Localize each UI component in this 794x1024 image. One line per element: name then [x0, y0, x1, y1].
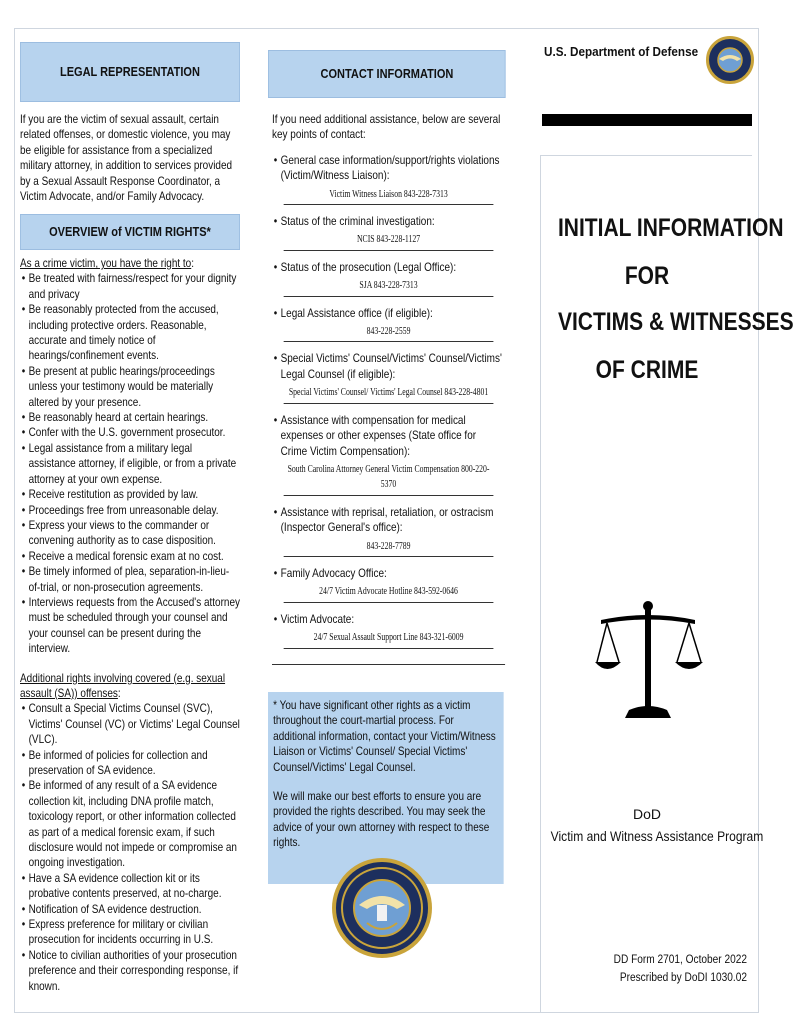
rights-list-item: • Interviews requests from the Accused's attorney must be scheduled through your counsel and your counsel can be present during the interview.	[20, 595, 240, 657]
victim-rights-intro-colon: :	[191, 257, 195, 270]
rights-list-item: • Be timely informed of plea, separation-in-lieu-of-trial, or non-prosecution agreements.	[20, 564, 240, 595]
header-black-bar	[542, 114, 752, 126]
rights-list-item: • Be present at public hearings/proceedings unless your testimony would be materially altered by your presence.	[20, 364, 240, 410]
contact-label-list	[272, 306, 505, 321]
victim-rights-heading	[20, 214, 240, 250]
contact-label-list	[272, 505, 505, 536]
contact-item	[272, 306, 505, 343]
contact-phone-line: Special Victims' Counsel/ Victims' Legal Counsel 843-228-4801	[284, 385, 494, 403]
rights-note-text: * You have significant other rights as a victim throughout the court-martial process. For additional information, contact your Victim/Witness Liaison or Victims' Counsel/ Special Victims' Counsel/Victims' Legal Counsel.	[273, 699, 496, 774]
rights-list-item: • Receive a medical forensic exam at no cost.	[20, 549, 240, 564]
cover-title-block	[540, 155, 794, 1013]
contact-phone-line: SJA 843-228-7313	[284, 278, 494, 296]
contact-phone-line: Victim Witness Liaison 843-228-7313	[284, 187, 494, 205]
rights-list-item: • Proceedings free from unreasonable delay.	[20, 503, 240, 518]
contact-item	[272, 214, 505, 251]
dod-seal-small-icon	[706, 36, 754, 84]
contact-item	[272, 612, 505, 649]
victim-rights-intro-text: As a crime victim, you have the right to	[20, 257, 192, 270]
contact-item	[272, 566, 505, 603]
rights-list-item: • Express preference for military or civilian prosecution for incidents occurring in U.S.	[20, 917, 240, 948]
contact-label: • General case information/support/rights violations (Victim/Witness Liaison):	[272, 153, 505, 184]
rights-list-item: • Notice to civilian authorities of your prosecution preference and their corresponding response, if known.	[20, 948, 240, 994]
program-line-1: DoD	[632, 806, 661, 822]
legal-representation-body	[20, 112, 240, 204]
department-name: U.S. Department of Defense	[544, 44, 699, 59]
rights-list-item: • Express your views to the commander or convening authority as to case disposition.	[20, 518, 240, 549]
legal-representation-heading	[20, 42, 240, 102]
rights-list-item: • Confer with the U.S. government prosecutor.	[20, 425, 240, 440]
contact-phone-line: NCIS 843-228-1127	[284, 232, 494, 250]
contact-label: • Family Advocacy Office:	[272, 566, 505, 581]
contact-label: • Special Victims' Counsel/Victims' Counsel/Victims' Legal Counsel (if eligible):	[272, 351, 505, 382]
scales-of-justice-icon	[593, 596, 703, 726]
contact-label: • Victim Advocate:	[272, 612, 505, 627]
dod-seal-graphic	[339, 865, 425, 951]
contact-item	[272, 413, 505, 496]
contact-label-list	[272, 351, 505, 382]
contact-label-list	[272, 214, 505, 229]
rights-list-item: • Legal assistance from a military legal assistance attorney, if eligible, or from a private attorney at your own expense.	[20, 441, 240, 487]
contact-phone-line: 843-228-7789	[284, 539, 494, 557]
title-line-2: FOR	[624, 262, 670, 290]
rights-list-item: • Notification of SA evidence destruction.	[20, 902, 240, 917]
contact-label: • Status of the criminal investigation:	[272, 214, 505, 229]
dod-seal-small-graphic	[711, 41, 749, 79]
contact-heading	[268, 50, 506, 98]
form-prescribed: Prescribed by DoDI 1030.02	[619, 972, 747, 984]
contact-section	[272, 112, 505, 665]
best-efforts-text: We will make our best efforts to ensure you are provided the rights described. You may seek the advice of your own attorney with respect to these rights.	[273, 790, 490, 850]
title-line-4: OF CRIME	[595, 356, 699, 384]
rights-list-item: • Be informed of any result of a SA evidence collection kit, including DNA profile match, toxicology report, or other information collected as part of a medical forensic exam, if such disclosure would not impede or compromise an ongoing investigation.	[20, 778, 240, 870]
victim-rights-list	[20, 271, 240, 656]
legal-representation-heading-text: LEGAL REPRESENTATION	[59, 65, 200, 79]
title-line-3: VICTIMS & WITNESSES	[557, 308, 794, 336]
contact-intro: If you need additional assistance, below are several key points of contact:	[272, 113, 501, 142]
rights-note-box	[268, 692, 504, 884]
legal-representation-text: If you are the victim of sexual assault, certain related offenses, or domestic violence, you may be eligible for assistance from a specialized military attorney, in addition to services provided by a Sexual Assault Response Coordinator, a Victim Advocate, and/or Family Advocacy.	[20, 113, 233, 204]
form-number: DD Form 2701, October 2022	[613, 954, 747, 966]
rights-list-item: • Be treated with fairness/respect for your dignity and privacy	[20, 271, 240, 302]
rights-list-item: • Receive restitution as provided by law.	[20, 487, 240, 502]
contact-phone-line: South Carolina Attorney General Victim Compensation 800-220-5370	[284, 462, 494, 496]
additional-rights-intro-colon: :	[117, 686, 121, 700]
rights-list-item: • Be informed of policies for collection and preservation of SA evidence.	[20, 748, 240, 779]
additional-rights-intro	[20, 671, 240, 702]
contact-label: • Assistance with reprisal, retaliation, or ostracism (Inspector General's office):	[272, 505, 505, 536]
contact-phone-line: 24/7 Sexual Assault Support Line 843-321-6009	[284, 630, 494, 648]
contact-label-list	[272, 153, 505, 184]
victim-rights-section	[20, 256, 240, 994]
rights-list-item: • Have a SA evidence collection kit or its probative contents preserved, at no-charge.	[20, 871, 240, 902]
rights-list-item: • Be reasonably heard at certain hearings.	[20, 410, 240, 425]
contact-blank-line	[272, 651, 505, 665]
contact-item	[272, 153, 505, 205]
contact-label-list	[272, 566, 505, 581]
rights-list-item: • Be reasonably protected from the accused, including protective orders. Reasonable, accurate and timely notice of hearings/confinement events.	[20, 302, 240, 364]
contact-heading-text: CONTACT INFORMATION	[320, 67, 454, 81]
contact-label: • Assistance with compensation for medical expenses or other expenses (State office for Crime Victim Compensation):	[272, 413, 505, 459]
dod-seal-icon	[332, 858, 432, 958]
contact-item	[272, 260, 505, 297]
victim-rights-intro	[20, 256, 240, 271]
title-line-1: INITIAL INFORMATION	[557, 214, 784, 242]
contact-phone-line: 24/7 Victim Advocate Hotline 843-592-0646	[284, 584, 494, 602]
contact-label-list	[272, 260, 505, 275]
program-line-2: Victim and Witness Assistance Program	[550, 828, 764, 844]
contact-item	[272, 505, 505, 557]
contact-label: • Legal Assistance office (if eligible):	[272, 306, 505, 321]
contact-label-list	[272, 413, 505, 459]
rights-list-item: • Consult a Special Victims Counsel (SVC), Victims' Counsel (VC) or Victims' Legal Counsel (VLC).	[20, 701, 240, 747]
additional-rights-list	[20, 701, 240, 994]
contact-label: • Status of the prosecution (Legal Office):	[272, 260, 505, 275]
victim-rights-heading-text: OVERVIEW of VICTIM RIGHTS*	[49, 225, 211, 239]
contact-list	[272, 153, 505, 649]
contact-item	[272, 351, 505, 403]
contact-label-list	[272, 612, 505, 627]
additional-rights-intro-text: Additional rights involving covered (e.g. sexual assault (SA)) offenses	[20, 671, 226, 700]
contact-phone-line: 843-228-2559	[284, 324, 494, 342]
